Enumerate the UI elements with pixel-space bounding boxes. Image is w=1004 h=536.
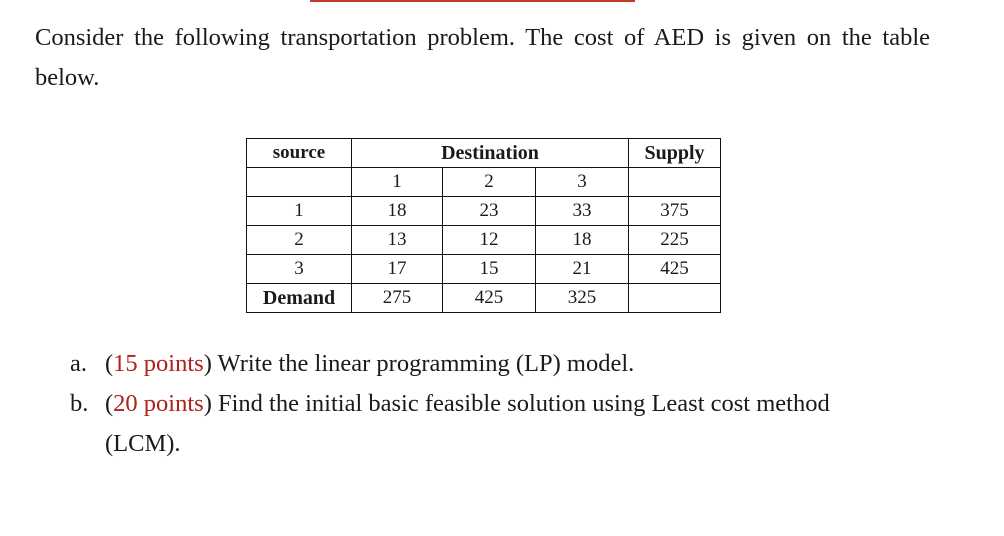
points-label: 20 points bbox=[113, 390, 204, 417]
list-marker: b. bbox=[70, 390, 89, 417]
transportation-table bbox=[246, 138, 721, 313]
list-marker: a. bbox=[70, 350, 87, 377]
supply-cell: 225 bbox=[629, 226, 721, 255]
top-rule bbox=[310, 0, 635, 2]
cost-cell: 18 bbox=[536, 226, 629, 255]
supply-cell: 425 bbox=[629, 255, 721, 284]
points-label: 15 points bbox=[113, 350, 204, 377]
demand-label: Demand bbox=[247, 284, 352, 313]
table-header-row bbox=[247, 139, 721, 168]
demand-row bbox=[247, 284, 721, 313]
supply-cell: 375 bbox=[629, 197, 721, 226]
source-index: 2 bbox=[247, 226, 352, 255]
source-index: 1 bbox=[247, 197, 352, 226]
question-text: Find the initial basic feasible solution using Least cost method (LCM). bbox=[105, 390, 830, 457]
list-item: a. (15 points) Write the linear programming (LP) model. bbox=[70, 344, 905, 384]
cost-cell: 23 bbox=[443, 197, 536, 226]
source-header: source bbox=[247, 139, 352, 168]
intro-line-2: below. bbox=[35, 64, 100, 91]
destination-index: 3 bbox=[536, 168, 629, 197]
question-list bbox=[70, 344, 905, 464]
intro-line-1: Consider the following transportation problem. The cost of AED is given on the table bbox=[35, 24, 930, 51]
supply-header: Supply bbox=[629, 139, 721, 168]
destination-index-row bbox=[247, 168, 721, 197]
demand-cell: 425 bbox=[443, 284, 536, 313]
cost-cell: 21 bbox=[536, 255, 629, 284]
question-text: Write the linear programming (LP) model. bbox=[217, 350, 635, 377]
list-item: b. (20 points) Find the initial basic feasible solution using Least cost method (LCM). bbox=[70, 384, 905, 464]
empty-cell bbox=[629, 168, 721, 197]
destination-header: Destination bbox=[352, 139, 629, 168]
table-row bbox=[247, 255, 721, 284]
cost-cell: 33 bbox=[536, 197, 629, 226]
source-index: 3 bbox=[247, 255, 352, 284]
cost-cell: 13 bbox=[352, 226, 443, 255]
table-row bbox=[247, 197, 721, 226]
empty-cell bbox=[629, 284, 721, 313]
demand-cell: 275 bbox=[352, 284, 443, 313]
intro-paragraph bbox=[35, 18, 930, 98]
cost-cell: 17 bbox=[352, 255, 443, 284]
demand-cell: 325 bbox=[536, 284, 629, 313]
cost-cell: 12 bbox=[443, 226, 536, 255]
destination-index: 1 bbox=[352, 168, 443, 197]
cost-cell: 15 bbox=[443, 255, 536, 284]
empty-cell bbox=[247, 168, 352, 197]
destination-index: 2 bbox=[443, 168, 536, 197]
cost-cell: 18 bbox=[352, 197, 443, 226]
table-row bbox=[247, 226, 721, 255]
